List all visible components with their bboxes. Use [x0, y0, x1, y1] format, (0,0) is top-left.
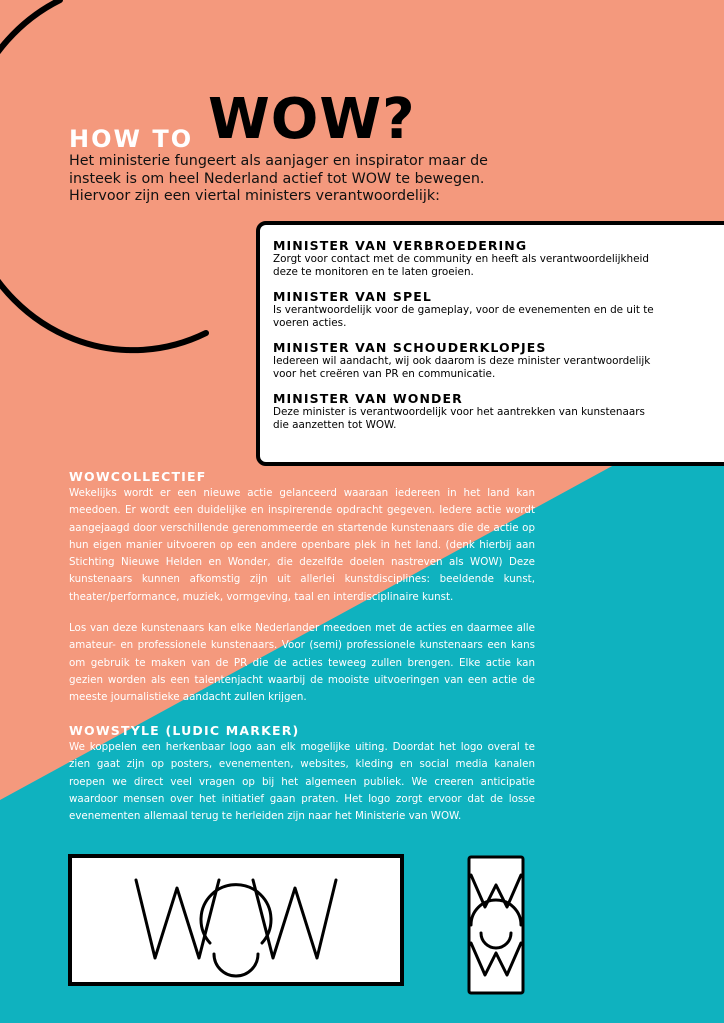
wowcollectief-paragraph-2: Los van deze kunstenaars kan elke Nederlander meedoen met de acties en daarmee alle amateur- en professionele kunstenaars. Voor (semi) professionele kunstenaars een kans om gebruik te maken van de PR die de acties teweeg zullen brengen. Elke actie kan gezien worden als een talentenjacht waarbij de mooiste uitvoeringen van een actie de meeste journalistieke aandacht zullen krijgen.: [69, 622, 535, 704]
title-prefix: HOW TO: [69, 125, 194, 153]
minister-title: MINISTER VAN SCHOUDERKLOPJES: [273, 340, 547, 355]
ministers-box: [256, 221, 724, 466]
wowcollectief-paragraph-1: Wekelijks wordt er een nieuwe actie gelanceerd waaraan iedereen in het land kan meedoen. Er wordt een duidelijke en inspirerende opdracht gegeven. Iedere actie wordt aangejaagd door verschillende gerenommeerde en startende kunstenaars die de actie op hun eigen manier uitvoeren op een andere openbare plek in het land. (denk hierbij aan Stichting Nieuwe Helden en Wonder, die dezelfde doelen nastreven als WOW) Deze kunstenaars kunnen afkomstig zijn uit allerlei kunstdisciplines: beeldende kunst, theater/performance, muziek, vormgeving, taal en interdisciplinaire kunst.: [69, 487, 535, 603]
minister-desc: Is verantwoordelijk voor de gameplay, voor de evenementen en de uit te voeren acties.: [273, 304, 654, 329]
minister-title: MINISTER VAN SPEL: [273, 289, 432, 304]
section-title-wowstyle: WOWSTYLE (LUDIC MARKER): [69, 723, 300, 738]
section-title-wowcollectief: WOWCOLLECTIEF: [69, 469, 207, 484]
wow-logo-vertical: [463, 855, 529, 995]
minister-desc: Iedereen wil aandacht, wij ook daarom is deze minister verantwoordelijk voor het creëren van PR en communicatie.: [273, 355, 651, 380]
wow-logo-vertical-mark: [463, 855, 529, 995]
wowstyle-paragraph: We koppelen een herkenbaar logo aan elk mogelijke uiting. Doordat het logo overal te zien gaat zijn op posters, evenementen, websites, kleding en social media kanalen roepen we direct veel vragen op bij het algemeen publiek. We creeren anticipatie waardoor mensen over het initiatief gaan praten. Het logo zorgt ervoor dat de losse evenementen allemaal terug te herleiden zijn naar het Ministerie van WOW.: [69, 741, 535, 823]
page-title: WOW?: [208, 87, 416, 152]
wow-logo-mark: [72, 858, 400, 982]
minister-desc: Deze minister is verantwoordelijk voor het aantrekken van kunstenaars die aanzetten tot WOW.: [273, 406, 645, 431]
minister-title: MINISTER VAN WONDER: [273, 391, 463, 406]
wow-logo-horizontal: [68, 854, 404, 986]
minister-desc: Zorgt voor contact met de community en heeft als verantwoordelijkheid deze te monitoren en te laten groeien.: [273, 253, 649, 278]
minister-title: MINISTER VAN VERBROEDERING: [273, 238, 528, 253]
intro-text: Het ministerie fungeert als aanjager en inspirator maar de insteek is om heel Nederland actief tot WOW te bewegen. Hiervoor zijn een viertal ministers verantwoordelijk:: [69, 153, 488, 204]
